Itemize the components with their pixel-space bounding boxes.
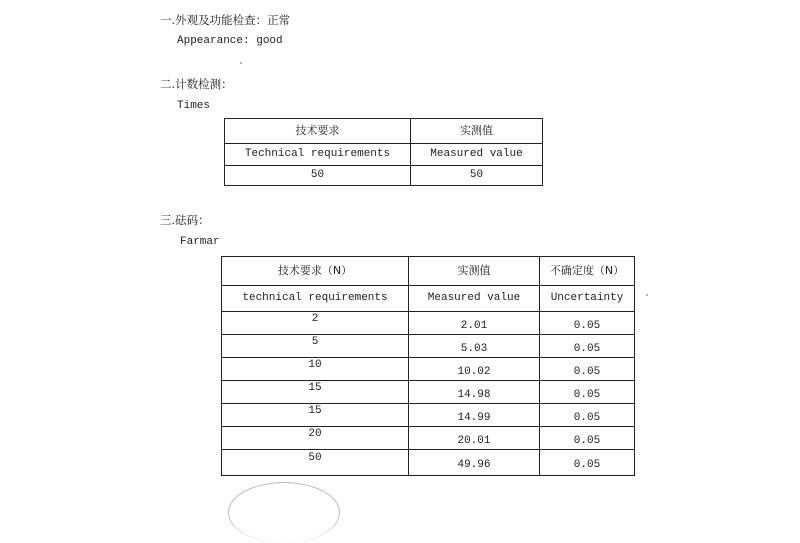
requirement-cell: 10 xyxy=(222,358,409,381)
weight-header-uncertainty-en: Uncertainty xyxy=(540,286,635,312)
weight-table-row xyxy=(222,427,635,450)
count-table-row xyxy=(225,166,543,186)
section3-english: Farmar xyxy=(180,236,220,248)
weight-header-measured-cn: 实测值 xyxy=(409,257,540,286)
count-header-measured-cn: 实测值 xyxy=(411,119,543,144)
section3-heading: 三.砝码： xyxy=(160,213,210,227)
weight-header-uncertainty-cn: 不确定度（N） xyxy=(540,257,635,286)
uncertainty-cell: 0.05 xyxy=(540,450,635,476)
measured-cell: 5.03 xyxy=(409,335,540,358)
section2-english: Times xyxy=(177,100,211,112)
requirement-cell: 2 xyxy=(222,312,409,335)
requirement-cell: 20 xyxy=(222,427,409,450)
count-header-requirement-en: Technical requirements xyxy=(225,144,411,166)
measured-cell: 49.96 xyxy=(409,450,540,476)
weight-table-row xyxy=(222,358,635,381)
count-header-measured-en: Measured value xyxy=(411,144,543,166)
measured-cell: 14.99 xyxy=(409,404,540,427)
weight-table-row xyxy=(222,335,635,358)
measured-cell: 10.02 xyxy=(409,358,540,381)
weight-table-header-cn xyxy=(222,257,635,286)
measured-cell: 20.01 xyxy=(409,427,540,450)
uncertainty-cell: 0.05 xyxy=(540,358,635,381)
weight-table xyxy=(221,256,635,476)
section2-heading: 二.计数检测： xyxy=(160,77,233,91)
scan-speck xyxy=(646,294,648,296)
count-table-header-en xyxy=(225,144,543,166)
requirement-cell: 15 xyxy=(222,404,409,427)
count-requirement-value: 50 xyxy=(225,166,411,186)
weight-header-requirement-cn: 技术要求（N） xyxy=(222,257,409,286)
weight-table-row xyxy=(222,381,635,404)
weight-header-measured-en: Measured value xyxy=(409,286,540,312)
uncertainty-cell: 0.05 xyxy=(540,312,635,335)
requirement-cell: 15 xyxy=(222,381,409,404)
count-table xyxy=(224,118,543,186)
section1-english: Appearance: good xyxy=(177,35,283,47)
requirement-cell: 5 xyxy=(222,335,409,358)
weight-table-row xyxy=(222,404,635,427)
uncertainty-cell: 0.05 xyxy=(540,335,635,358)
section1-heading: 一.外观及功能检查：正常 xyxy=(160,13,291,27)
uncertainty-cell: 0.05 xyxy=(540,381,635,404)
requirement-cell: 50 xyxy=(222,450,409,476)
count-header-requirement-cn: 技术要求 xyxy=(225,119,411,144)
weight-table-row xyxy=(222,450,635,476)
uncertainty-cell: 0.05 xyxy=(540,404,635,427)
count-table-header-cn xyxy=(225,119,543,144)
measured-cell: 2.01 xyxy=(409,312,540,335)
weight-table-header-en xyxy=(222,286,635,312)
count-measured-value: 50 xyxy=(411,166,543,186)
uncertainty-cell: 0.05 xyxy=(540,427,635,450)
measured-cell: 14.98 xyxy=(409,381,540,404)
weight-table-row xyxy=(222,312,635,335)
weight-header-requirement-en: technical requirements xyxy=(222,286,409,312)
stamp-outline xyxy=(228,482,340,543)
scan-speck xyxy=(240,62,242,64)
